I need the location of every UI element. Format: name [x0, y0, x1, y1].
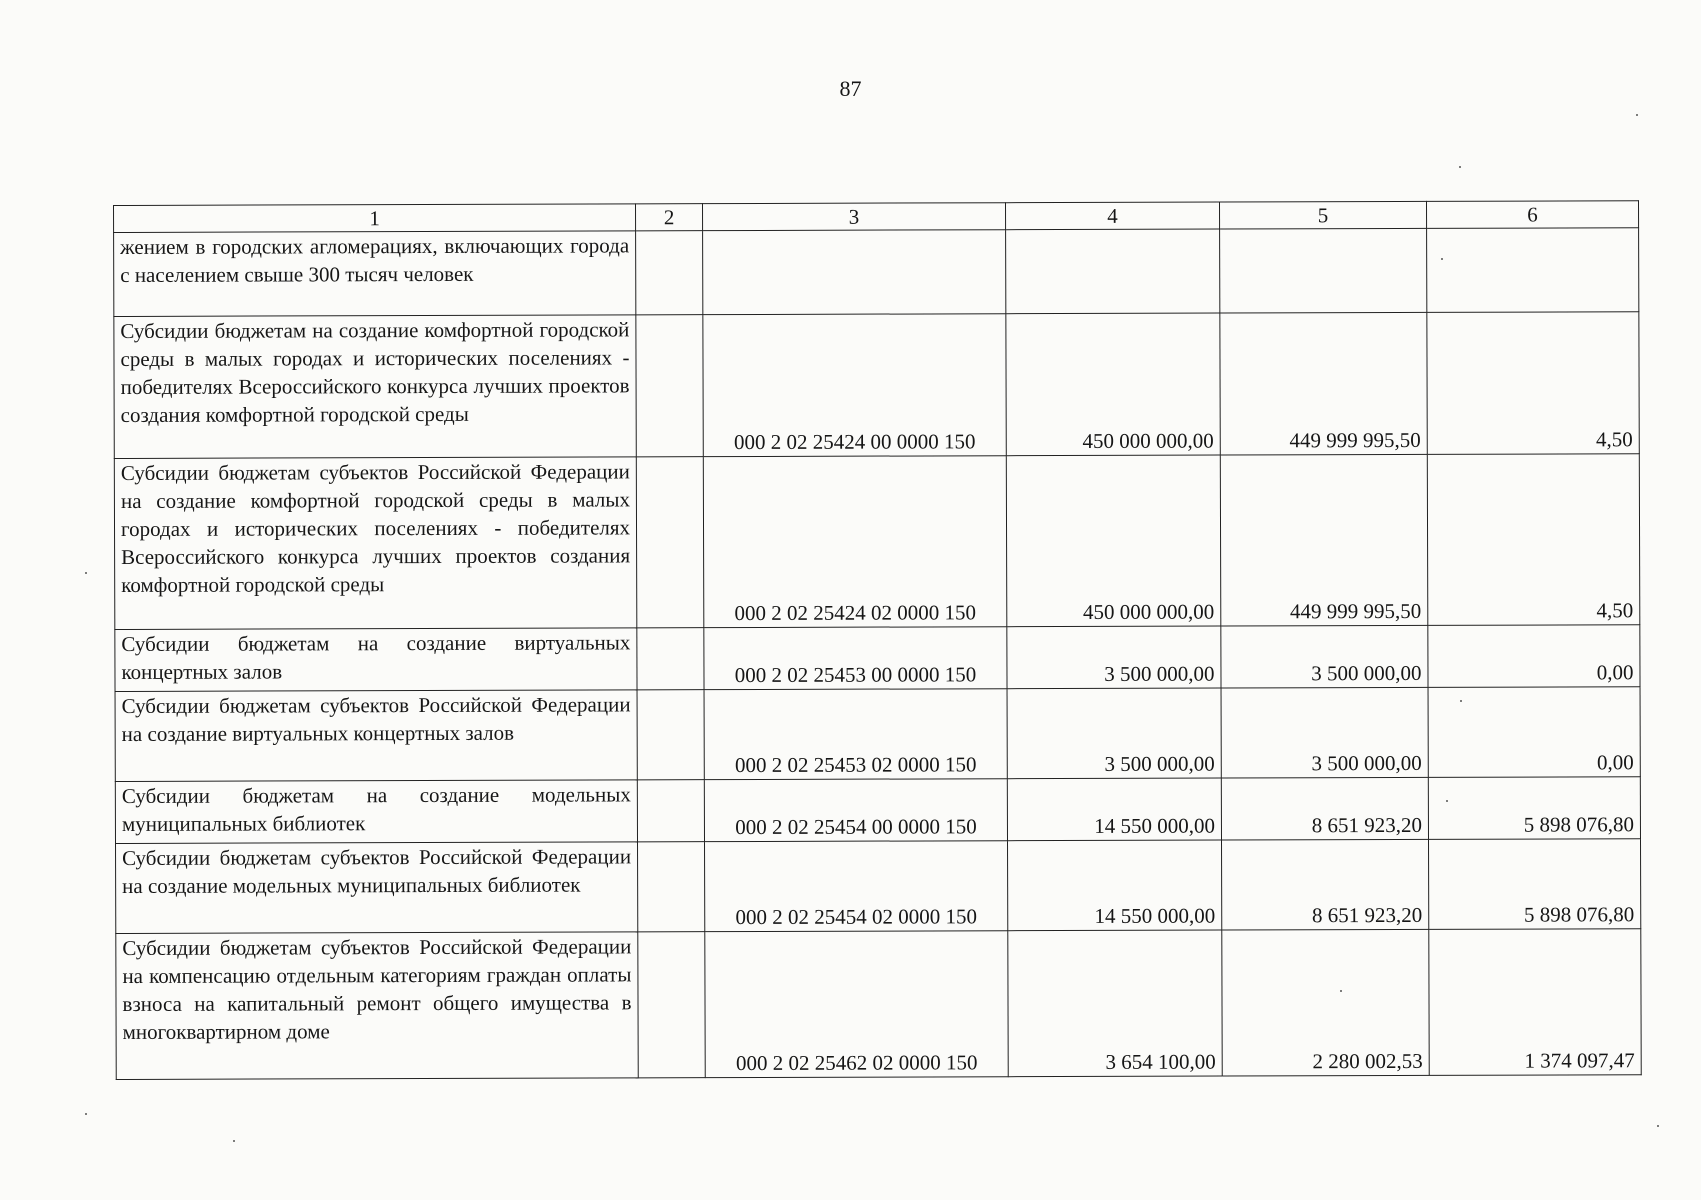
row-description: Субсидии бюджетам на создание виртуальных концертных залов	[115, 628, 637, 692]
header-cell-4: 4	[1005, 202, 1219, 230]
row-description: Субсидии бюджетам на создание модельных муниципальных библиотек	[115, 780, 637, 844]
row-code	[703, 230, 1006, 315]
scan-speck	[1340, 990, 1342, 992]
scan-speck	[85, 572, 87, 574]
row-value-4: 14 550 000,00	[1007, 778, 1221, 841]
table-row	[115, 777, 1640, 844]
scan-speck	[85, 1113, 87, 1115]
row-code: 000 2 02 25453 02 0000 150	[704, 689, 1007, 780]
row-value-5: 3 500 000,00	[1221, 687, 1428, 778]
scan-speck	[1460, 700, 1462, 702]
row-value-5: 2 280 002,53	[1222, 929, 1429, 1076]
row-value-4	[1006, 229, 1220, 314]
row-code: 000 2 02 25454 02 0000 150	[705, 841, 1008, 932]
row-value-5	[1220, 228, 1427, 313]
row-value-6	[1427, 228, 1639, 313]
row-value-5: 8 651 923,20	[1222, 839, 1429, 930]
row-col2	[636, 231, 703, 315]
row-value-5: 449 999 995,50	[1220, 454, 1428, 626]
row-value-4: 450 000 000,00	[1006, 313, 1220, 456]
row-value-6: 5 898 076,80	[1428, 777, 1640, 840]
row-value-6: 5 898 076,80	[1428, 839, 1640, 930]
row-value-5: 8 651 923,20	[1221, 777, 1428, 840]
page-number: 87	[839, 76, 862, 101]
row-value-5: 3 500 000,00	[1221, 625, 1428, 688]
table-row	[114, 454, 1640, 630]
table-row	[114, 312, 1639, 459]
table-row	[115, 687, 1640, 782]
row-value-6: 4,50	[1427, 312, 1639, 455]
row-value-4: 14 550 000,00	[1008, 840, 1222, 931]
row-value-5: 449 999 995,50	[1220, 312, 1427, 455]
scan-speck	[1636, 114, 1638, 116]
budget-table	[113, 200, 1642, 1080]
row-code: 000 2 02 25453 00 0000 150	[704, 627, 1007, 690]
scan-speck	[1657, 1125, 1659, 1127]
row-col2	[637, 628, 704, 690]
row-value-6: 0,00	[1428, 687, 1640, 778]
row-col2	[636, 315, 703, 457]
header-cell-2: 2	[635, 204, 702, 231]
row-description: жением в городских агломерациях, включающих города с населением свыше 300 тысяч человек	[114, 231, 636, 317]
header-cell-5: 5	[1219, 201, 1426, 229]
row-col2	[637, 690, 704, 780]
row-description: Субсидии бюджетам субъектов Российской Федерации на создание комфортной городской среды в малых городах и исторических поселениях - победителях Всероссийского конкурса лучших проектов создания комфортной городской среды	[114, 457, 637, 630]
row-code: 000 2 02 25424 00 0000 150	[703, 314, 1006, 457]
row-value-4: 3 654 100,00	[1008, 930, 1222, 1077]
row-col2	[638, 842, 705, 932]
row-description: Субсидии бюджетам субъектов Российской Федерации на создание виртуальных концертных залов	[115, 690, 637, 782]
row-col2	[637, 780, 704, 842]
row-description: Субсидии бюджетам субъектов Российской Федерации на компенсацию отдельным категориям граждан оплаты взноса на капитальный ремонт общего имущества в многоквартирном доме	[116, 932, 638, 1080]
header-cell-1: 1	[114, 204, 636, 233]
table-row	[114, 228, 1639, 317]
header-cell-3: 3	[702, 203, 1005, 231]
table-row	[116, 839, 1641, 934]
row-value-4: 3 500 000,00	[1007, 626, 1221, 689]
row-value-6: 1 374 097,47	[1429, 929, 1641, 1076]
header-cell-6: 6	[1426, 201, 1638, 229]
row-code: 000 2 02 25424 02 0000 150	[703, 456, 1007, 628]
table-row	[115, 625, 1640, 692]
scan-speck	[233, 1140, 235, 1142]
row-value-6: 4,50	[1427, 454, 1640, 626]
scan-speck	[1446, 800, 1448, 802]
row-description: Субсидии бюджетам на создание комфортной городской среды в малых городах и исторических поселениях - победителях Всероссийского конкурса лучших проектов создания комфортной городской среды	[114, 315, 636, 459]
row-description: Субсидии бюджетам субъектов Российской Федерации на создание модельных муниципальных библиотек	[116, 842, 638, 934]
row-value-4: 450 000 000,00	[1006, 455, 1221, 627]
row-code: 000 2 02 25462 02 0000 150	[705, 931, 1008, 1078]
row-col2	[636, 457, 704, 628]
row-value-6: 0,00	[1428, 625, 1640, 688]
row-col2	[638, 932, 705, 1078]
scan-speck	[1441, 258, 1443, 260]
row-value-4: 3 500 000,00	[1007, 688, 1221, 779]
row-code: 000 2 02 25454 00 0000 150	[704, 779, 1007, 842]
table-row	[116, 929, 1641, 1080]
scan-speck	[1459, 166, 1461, 168]
